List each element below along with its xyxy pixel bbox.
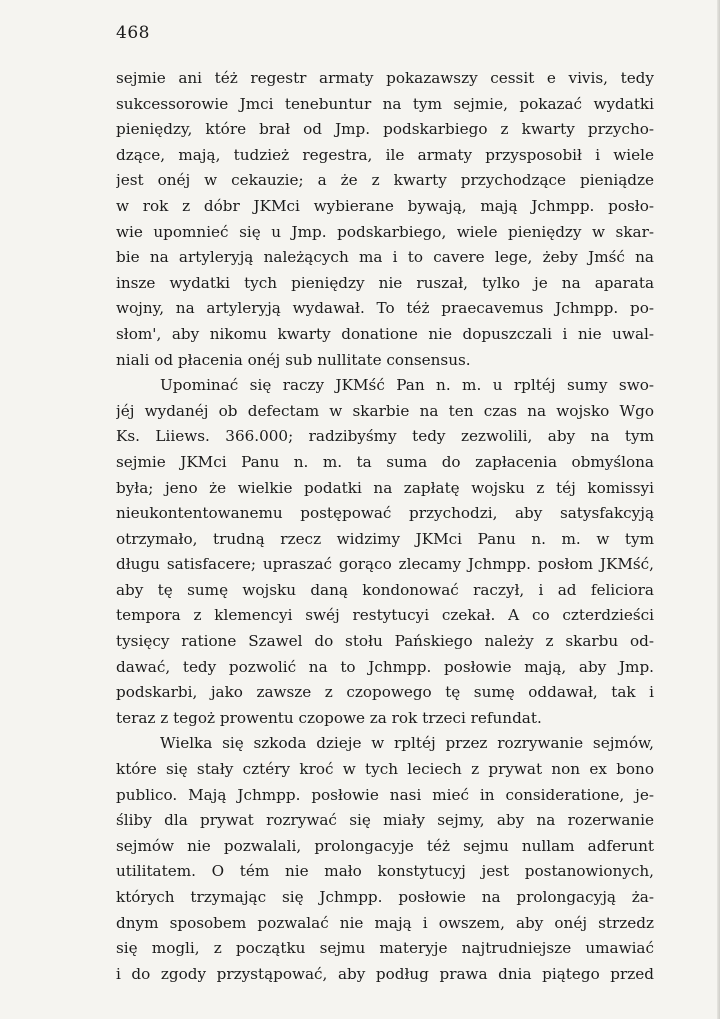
page-body	[116, 66, 654, 987]
text-line: które się stały cztéry kroć w tych leciech z prywat non ex bono	[116, 760, 654, 779]
text-line: w rok z dóbr JKMci wybierane bywają, mają Jchmpp. posło-	[116, 196, 654, 215]
text-line: wojny, na artyleryją wydawał. To téż praecavemus Jchmpp. po-	[116, 299, 654, 318]
text-line: utilitatem. O tém nie mało konstytucyj jest postanowionych,	[116, 862, 654, 881]
text-line: się mogli, z początku sejmu materyje najtrudniejsze umawiać	[116, 939, 654, 958]
text-line: słom', aby nikomu kwarty donatione nie dopuszczali i nie uwal-	[116, 324, 654, 343]
text-line: Ks. Liiews. 366.000; radzibyśmy tedy zezwolili, aby na tym	[116, 427, 654, 446]
text-line: teraz z tegoż prowentu czopowe za rok trzeci refundat.	[116, 708, 542, 727]
text-line: dawać, tedy pozwolić na to Jchmpp. posłowie mają, aby Jmp.	[116, 657, 654, 676]
text-line: śliby dla prywat rozrywać się miały sejmy, aby na rozerwanie	[116, 811, 654, 830]
text-line: aby tę sumę wojsku daną kondonować raczył, i ad feliciora	[116, 580, 654, 599]
text-line: otrzymało, trudną rzecz widzimy JKMci Panu n. m. w tym	[116, 529, 654, 548]
page-number: 468	[116, 23, 150, 43]
text-line: publico. Mają Jchmpp. posłowie nasi mieć in consideratione, je-	[116, 785, 654, 804]
text-line: była; jeno że wielkie podatki na zapłatę wojsku z téj komissyi	[116, 478, 654, 497]
text-line: bie na artyleryją należących ma i to cavere lege, żeby Jmść na	[116, 248, 654, 267]
paragraph-start-line: Wielka się szkoda dzieje w rpltéj przez rozrywanie sejmów,	[160, 734, 654, 753]
text-line: sejmów nie pozwalali, prolongacyje téż sejmu nullam adferunt	[116, 836, 654, 855]
text-line: tysięcy ratione Szawel do stołu Pańskiego należy z skarbu od-	[116, 632, 654, 651]
text-line: jéj wydanéj ob defectam w skarbie na ten czas na wojsko Wgo	[116, 401, 654, 420]
text-line: tempora z klemencyi swéj restytucyi czekał. A co czterdzieści	[116, 606, 654, 625]
text-line: wie upomnieć się u Jmp. podskarbiego, wiele pieniędzy w skar-	[116, 222, 654, 241]
text-line: jest onéj w cekauzie; a że z kwarty przychodzące pieniądze	[116, 171, 654, 190]
text-line: pieniędzy, które brał od Jmp. podskarbiego z kwarty przycho-	[116, 120, 654, 139]
text-line: sukcessorowie Jmci tenebuntur na tym sejmie, pokazać wydatki	[116, 94, 654, 113]
text-line: podskarbi, jako zawsze z czopowego tę sumę oddawał, tak i	[116, 683, 654, 702]
text-line: insze wydatki tych pieniędzy nie ruszał, tylko je na aparata	[116, 273, 654, 292]
text-line: sejmie ani téż regestr armaty pokazawszy cessit e vivis, tedy	[116, 69, 654, 87]
text-line: nieukontentowanemu postępować przychodzi, aby satysfakcyją	[116, 504, 654, 523]
text-line: sejmie JKMci Panu n. m. ta suma do zapłacenia obmyślona	[116, 452, 654, 471]
paragraph-start-line: Upominać się raczy JKMść Pan n. m. u rpltéj sumy swo-	[160, 376, 654, 395]
text-line: których trzymając się Jchmpp. posłowie na prolongacyją ża-	[116, 888, 654, 906]
text-line: niali od płacenia onéj sub nullitate consensus.	[116, 350, 471, 369]
text-line: dnym sposobem pozwalać nie mają i owszem, aby onéj strzedz	[116, 913, 654, 932]
text-line: długu satisfacere; upraszać gorąco zlecamy Jchmpp. posłom JKMść,	[116, 555, 654, 574]
text-line: i do zgody przystąpować, aby podług prawa dnia piątego przed	[116, 964, 654, 983]
text-line: dzące, mają, tudzież regestra, ile armaty przysposobił i wiele	[116, 145, 654, 164]
